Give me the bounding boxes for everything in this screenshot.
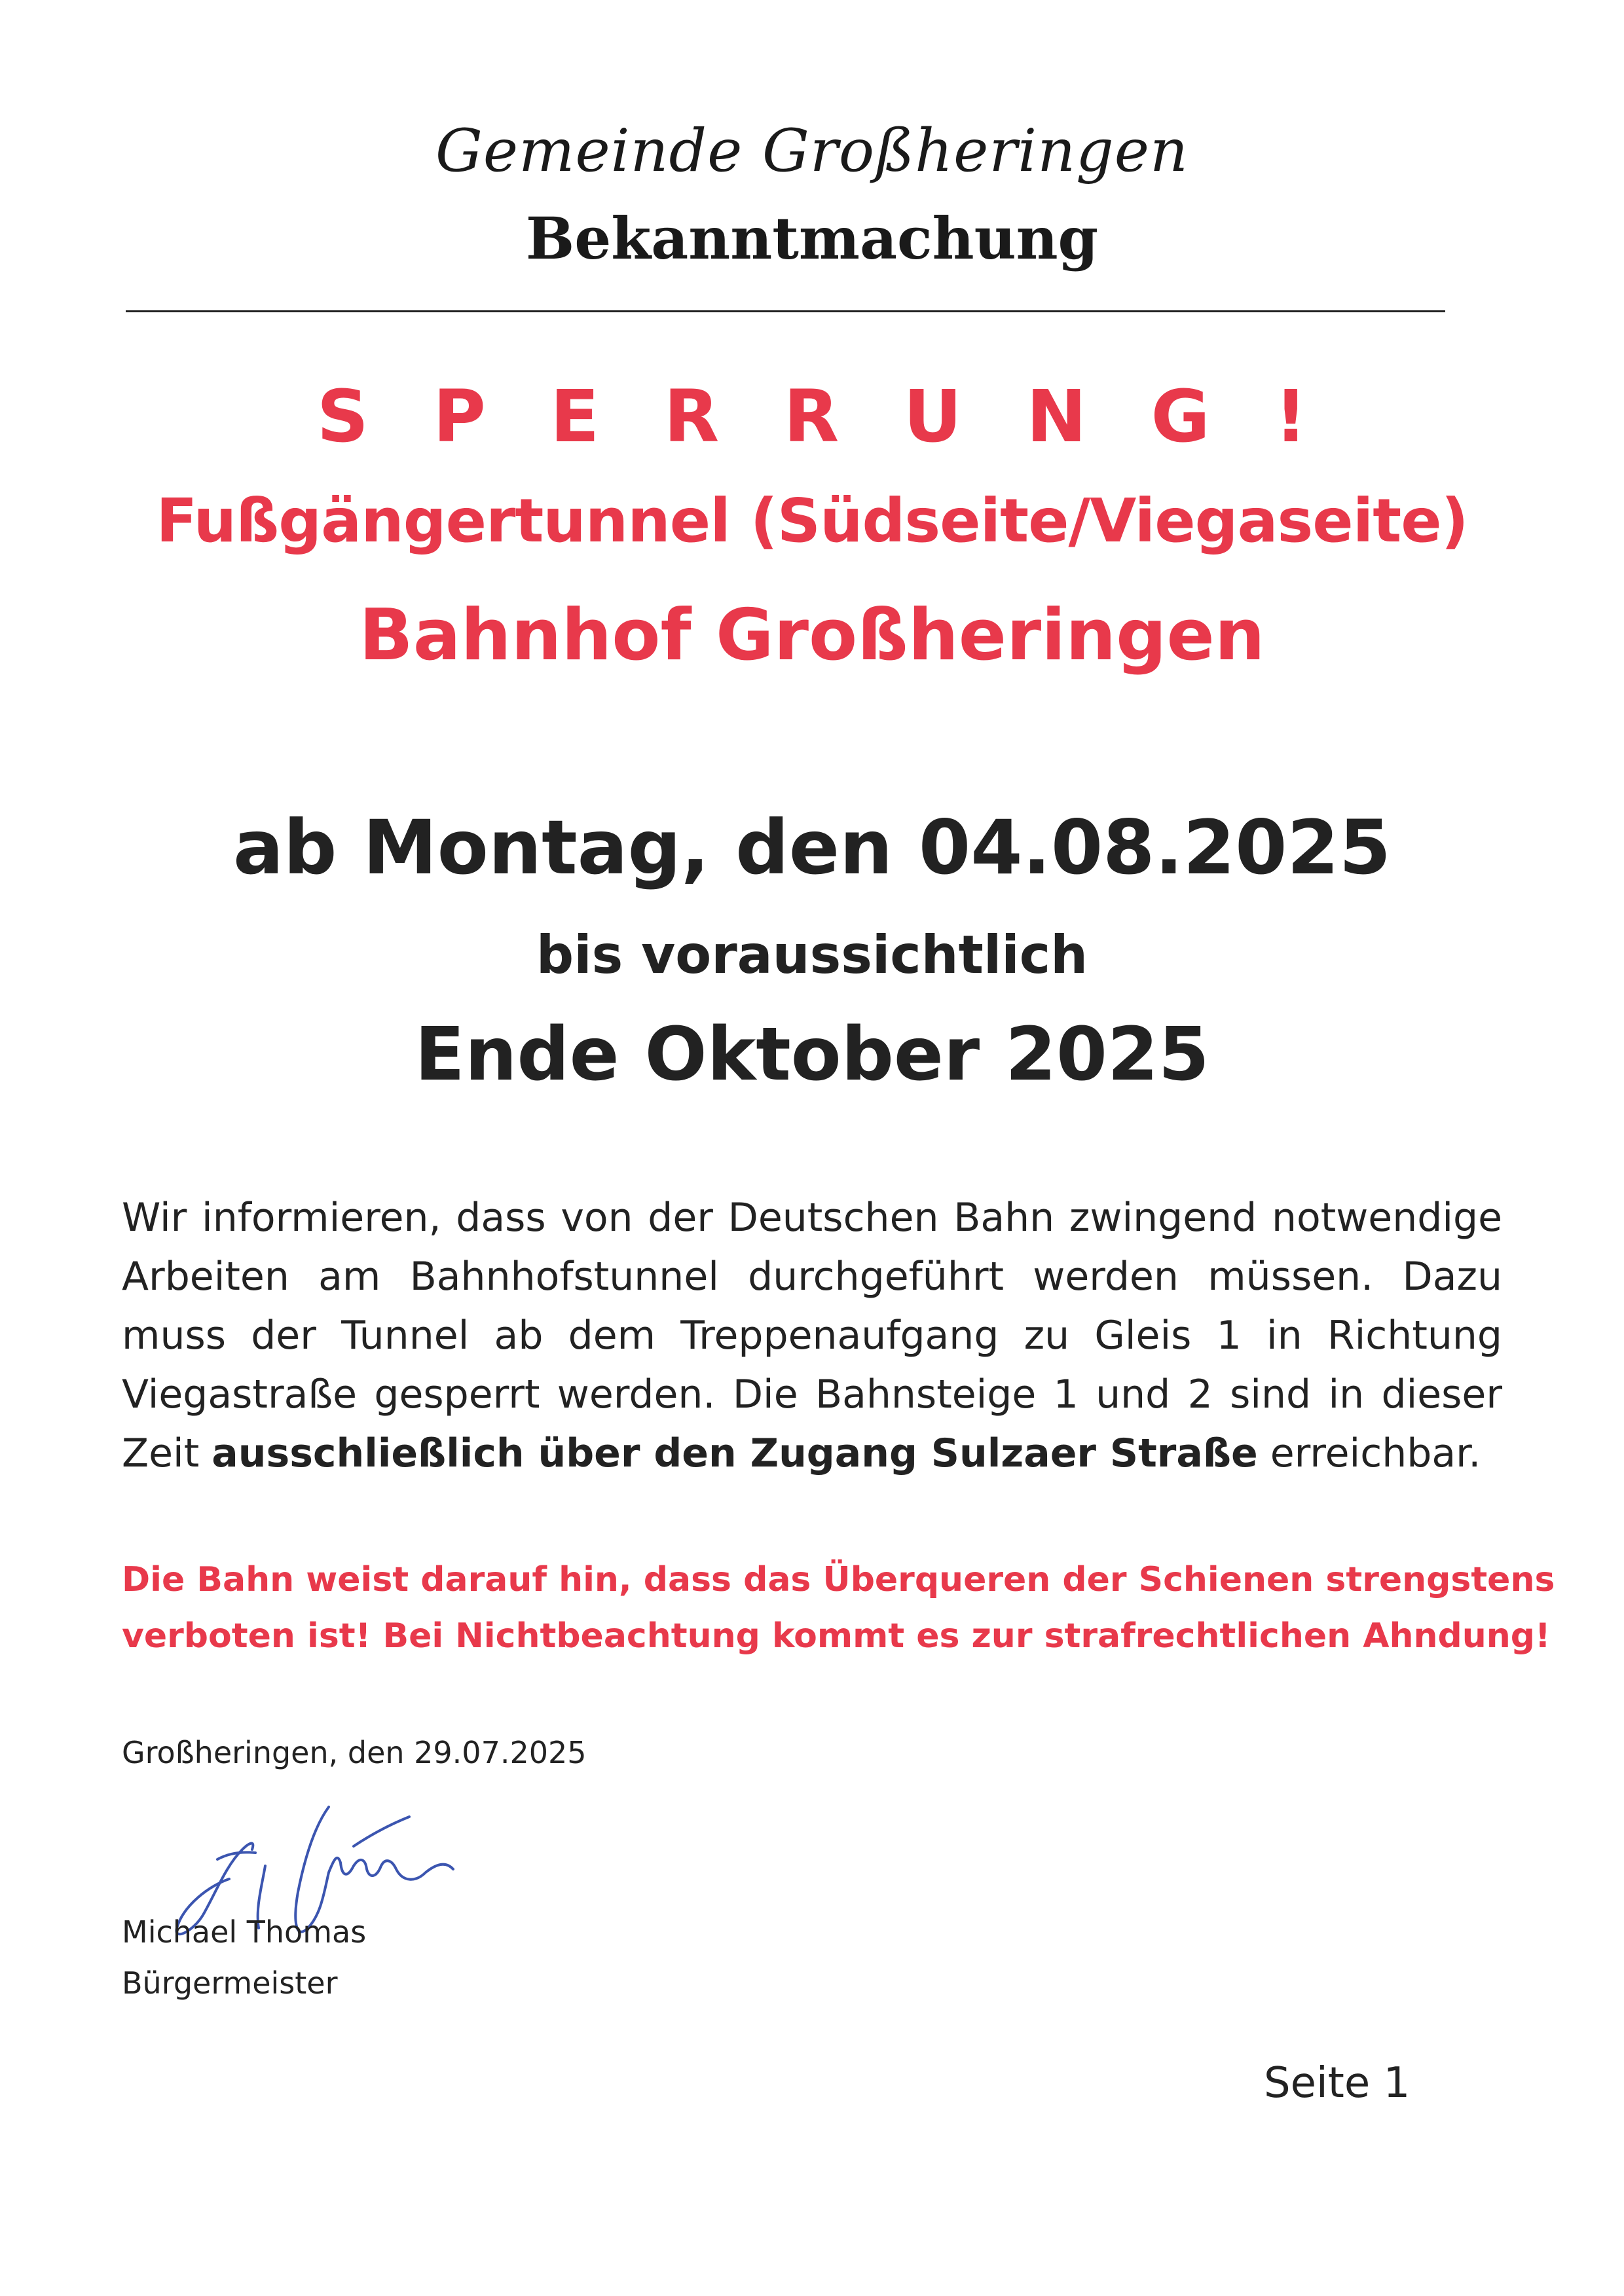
body-paragraph <box>122 1188 1502 1483</box>
document-type-heading: Bekanntmachung <box>525 204 1099 272</box>
signature-stroke <box>295 1807 453 1932</box>
period-connector: bis voraussichtlich <box>536 924 1088 985</box>
warning-line: verboten ist! Bei Nichtbeachtung kommt es zur strafrechtlichen Ahndung! <box>122 1616 1551 1656</box>
body-text-end: erreichbar. <box>1257 1430 1481 1476</box>
page-number: Seite 1 <box>1264 2059 1411 2107</box>
closure-title: S P E R R U N G ! <box>316 374 1327 458</box>
body-text-start: Wir informieren, dass von der Deutschen Bahn zwingend notwendige Arbeiten am Bahnhofstunnel durchgeführt werden müssen. Dazu muss der Tunnel ab dem Treppenaufgang zu Gleis 1 in Richtung Viegastraße gesperrt werden. Die Bahnsteige 1 und 2 sind in dieser Zeit <box>122 1195 1502 1476</box>
warning-line: Die Bahn weist darauf hin, dass das Überqueren der Schienen strengstens <box>122 1560 1555 1599</box>
station-title: Bahnhof Großheringen <box>359 594 1265 676</box>
signer-name: Michael Thomas <box>122 1914 367 1950</box>
signature-stroke <box>354 1817 409 1846</box>
header-divider <box>126 310 1445 312</box>
end-date: Ende Oktober 2025 <box>415 1012 1209 1097</box>
signer-role: Bürgermeister <box>122 1965 338 2001</box>
tunnel-title: Fußgängertunnel (Südseite/Viegaseite) <box>156 486 1468 556</box>
start-date: ab Montag, den 04.08.2025 <box>232 804 1392 891</box>
place-and-date: Großheringen, den 29.07.2025 <box>122 1735 587 1770</box>
municipality-heading: Gemeinde Großheringen <box>435 117 1189 185</box>
body-text-emphasis: ausschließlich über den Zugang Sulzaer Straße <box>212 1430 1258 1476</box>
warning-paragraph <box>122 1552 1555 1664</box>
